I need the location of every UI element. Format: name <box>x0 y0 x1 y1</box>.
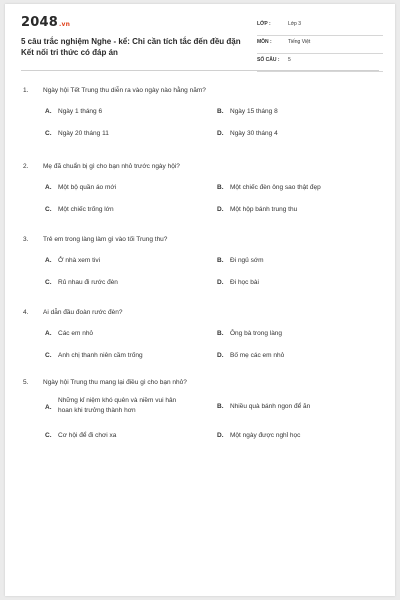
answer-letter: B. <box>217 330 224 337</box>
question-item <box>23 161 383 234</box>
answer-text: Ngày 30 tháng 4 <box>230 130 278 137</box>
question-list <box>23 85 383 467</box>
answer-option[interactable] <box>217 328 387 340</box>
answer-options <box>23 182 383 226</box>
question-item <box>23 307 383 377</box>
answer-letter: B. <box>217 184 224 191</box>
question-prompt: Trẻ em trong làng làm gì vào tối Trung thu? <box>43 236 168 243</box>
document-title: 5 câu trắc nghiệm Nghe - kể: Chỉ cần tích tắc đến đều đặn Kết nối tri thức có đáp án <box>21 37 241 57</box>
question-text <box>23 85 383 97</box>
meta-info <box>257 18 383 72</box>
answer-letter: C. <box>45 352 52 359</box>
answer-text: Một ngày được nghỉ học <box>230 432 301 439</box>
question-prompt: Ngày hội Tết Trung thu diễn ra vào ngày nào hằng năm? <box>43 87 206 94</box>
header-divider <box>21 70 379 71</box>
answer-text: Rủ nhau đi rước đèn <box>58 279 118 286</box>
meta-value: Tiếng Việt <box>288 39 311 45</box>
answer-options <box>23 255 383 299</box>
question-prompt: Mẹ đã chuẩn bị gì cho bạn nhỏ trước ngày hội? <box>43 163 180 170</box>
answer-letter: B. <box>217 108 224 115</box>
answer-text: Ngày 1 tháng 6 <box>58 108 103 115</box>
answer-options <box>23 328 383 372</box>
answer-text: Một hộp bánh trung thu <box>230 206 298 213</box>
answer-text: Ông bà trong làng <box>230 330 283 337</box>
answer-letter: C. <box>45 130 52 137</box>
answer-letter: D. <box>217 206 224 213</box>
question-number: 2. <box>23 163 29 170</box>
answer-option[interactable] <box>217 128 387 140</box>
answer-option[interactable] <box>217 277 387 289</box>
answer-text: Những kỉ niệm khó quên và niềm vui hân hoan khi trưởng thành hơn <box>58 397 177 414</box>
answer-option[interactable] <box>45 255 215 267</box>
answer-options <box>23 396 383 452</box>
answer-letter: D. <box>217 130 224 137</box>
answer-text: Ngày 15 tháng 8 <box>230 108 278 115</box>
meta-value: Lớp 3 <box>288 21 302 27</box>
meta-label: MÔN : <box>257 39 272 45</box>
meta-value: 5 <box>288 57 291 63</box>
answer-letter: C. <box>45 432 52 439</box>
answer-letter: B. <box>217 257 224 264</box>
answer-text: Cơ hội để đi chơi xa <box>58 432 117 439</box>
answer-letter: D. <box>217 432 224 439</box>
answer-letter: D. <box>217 279 224 286</box>
answer-letter: D. <box>217 352 224 359</box>
answer-letter: A. <box>45 404 52 411</box>
question-text <box>23 234 383 246</box>
question-number: 3. <box>23 236 29 243</box>
answer-text: Ở nhà xem tivi <box>58 257 101 264</box>
answer-text: Đi học bài <box>230 279 259 286</box>
logo-suffix: .vn <box>58 21 71 28</box>
answer-option[interactable] <box>45 182 215 194</box>
answer-option[interactable] <box>45 106 215 118</box>
answer-text: Ngày 20 tháng 11 <box>58 130 109 137</box>
question-number: 5. <box>23 379 29 386</box>
question-number: 4. <box>23 309 29 316</box>
question-text <box>23 307 383 319</box>
worksheet-page <box>5 4 395 596</box>
meta-label: LỚP : <box>257 21 271 27</box>
meta-label: SỐ CÂU : <box>257 57 280 63</box>
answer-text: Đi ngủ sớm <box>230 257 264 264</box>
question-number: 1. <box>23 87 29 94</box>
answer-letter: C. <box>45 206 52 213</box>
answer-text: Một chiếc đèn ông sao thật đẹp <box>230 184 321 191</box>
answer-option[interactable] <box>45 277 215 289</box>
logo-text: 2048 <box>21 15 58 30</box>
question-item <box>23 234 383 307</box>
meta-row-subject <box>257 36 383 54</box>
answer-option[interactable] <box>45 328 215 340</box>
question-text <box>23 161 383 173</box>
answer-text: Nhiều quà bánh ngon để ăn <box>230 403 311 410</box>
answer-text: Bố mẹ các em nhỏ <box>230 352 285 359</box>
answer-text: Các em nhỏ <box>58 330 94 337</box>
question-prompt: Ai dẫn đầu đoàn rước đèn? <box>43 309 123 316</box>
answer-letter: A. <box>45 108 52 115</box>
question-item <box>23 85 383 161</box>
answer-letter: B. <box>217 403 224 410</box>
answer-options <box>23 106 383 150</box>
answer-letter: A. <box>45 257 52 264</box>
answer-option[interactable] <box>45 430 215 442</box>
answer-letter: A. <box>45 330 52 337</box>
answer-text: Một bộ quần áo mới <box>58 184 117 191</box>
answer-text: Anh chị thanh niên cầm trống <box>58 352 143 359</box>
answer-letter: A. <box>45 184 52 191</box>
site-logo[interactable] <box>21 15 70 30</box>
answer-option[interactable] <box>217 350 387 362</box>
meta-row-class <box>257 18 383 36</box>
answer-text: Một chiếc trống lớn <box>58 206 114 213</box>
question-item <box>23 377 383 467</box>
answer-option[interactable] <box>217 401 387 413</box>
answer-option[interactable] <box>45 128 215 140</box>
answer-option[interactable] <box>217 106 387 118</box>
answer-option[interactable] <box>45 350 215 362</box>
answer-option[interactable] <box>45 204 215 216</box>
answer-option[interactable] <box>217 255 387 267</box>
answer-option[interactable] <box>217 204 387 216</box>
question-prompt: Ngày hội Trung thu mang lại điều gì cho bạn nhỏ? <box>43 379 187 386</box>
answer-letter: C. <box>45 279 52 286</box>
answer-option[interactable] <box>45 396 215 416</box>
answer-option[interactable] <box>217 430 387 442</box>
answer-option[interactable] <box>217 182 387 194</box>
question-text <box>23 377 383 389</box>
